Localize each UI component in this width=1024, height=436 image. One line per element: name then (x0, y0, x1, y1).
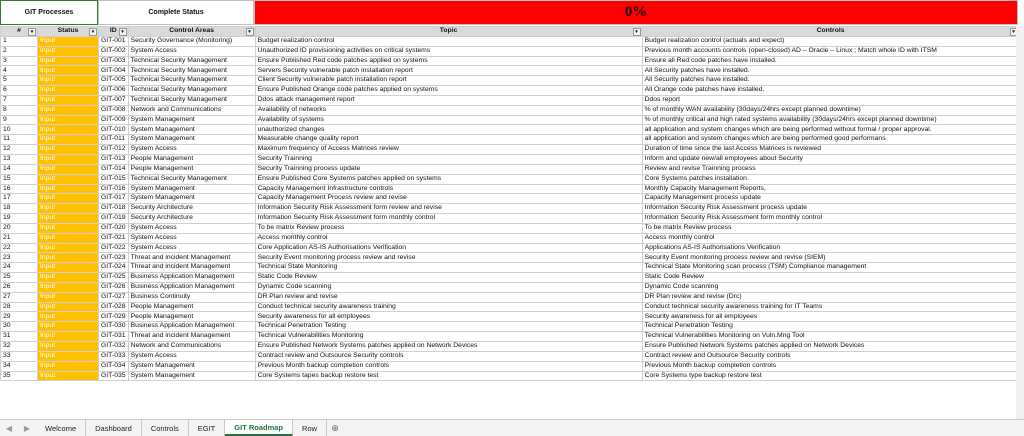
status-cell[interactable]: Input (38, 86, 99, 96)
controls-cell[interactable]: Core Systems type backup restore test (642, 371, 1019, 381)
sheet-tab-controls[interactable]: Controls (142, 420, 189, 436)
id-cell[interactable]: GIT-035 (99, 371, 129, 381)
row-number-cell[interactable]: 23 (1, 253, 38, 263)
control-area-cell[interactable]: Network and Communications (128, 342, 255, 352)
status-cell[interactable]: Input (38, 243, 99, 253)
sheet-header-band (0, 0, 1024, 26)
controls-cell[interactable]: Contract review and Outsource Security controls (642, 351, 1019, 361)
topic-cell[interactable]: Capacity Management Infrastructure controls (255, 184, 642, 194)
topic-cell[interactable]: Static Code Review (255, 273, 642, 283)
id-cell[interactable]: GIT-033 (99, 351, 129, 361)
topic-cell[interactable]: Access monthly control (255, 233, 642, 243)
topic-cell[interactable]: Conduct technical security awareness training (255, 302, 642, 312)
controls-cell[interactable]: Monthly Capacity Management Reports, (642, 184, 1019, 194)
topic-cell[interactable]: Servers Security vulnerable patch installation report (255, 66, 642, 76)
control-area-cell[interactable]: Technical Security Management (128, 56, 255, 66)
row-number-cell[interactable]: 18 (1, 204, 38, 214)
topic-cell[interactable]: Technical State Monitoring (255, 263, 642, 273)
control-area-cell[interactable]: System Management (128, 135, 255, 145)
topic-cell[interactable]: Ensure Published Network Systems patches applied on Network Devices (255, 342, 642, 352)
control-area-cell[interactable]: System Access (128, 145, 255, 155)
row-number-cell[interactable]: 11 (1, 135, 38, 145)
topic-cell[interactable]: Core Application AS-IS Authorisations Verification (255, 243, 642, 253)
status-cell[interactable]: Input (38, 66, 99, 76)
topic-cell[interactable]: Ddos attack management report (255, 95, 642, 105)
controls-cell[interactable]: Core Systems patches installation. (642, 174, 1019, 184)
control-area-cell[interactable]: System Management (128, 361, 255, 371)
controls-cell[interactable]: Ensure all Red code patches have installed. (642, 56, 1019, 66)
status-cell[interactable]: Input (38, 174, 99, 184)
row-number-cell[interactable]: 3 (1, 56, 38, 66)
id-cell[interactable]: GIT-032 (99, 342, 129, 352)
control-area-cell[interactable]: Threat and incident Management (128, 253, 255, 263)
control-area-cell[interactable]: People Management (128, 302, 255, 312)
row-number-cell[interactable]: 12 (1, 145, 38, 155)
id-cell[interactable]: GIT-021 (99, 233, 129, 243)
row-number-cell[interactable]: 19 (1, 214, 38, 224)
control-area-cell[interactable]: Technical Security Management (128, 76, 255, 86)
sheet-tab-welcome[interactable]: Welcome (36, 420, 86, 436)
controls-cell[interactable]: Applications AS-IS Authorisations Verification (642, 243, 1019, 253)
id-cell[interactable]: GIT-022 (99, 243, 129, 253)
control-area-cell[interactable]: System Access (128, 46, 255, 56)
status-cell[interactable]: Input (38, 302, 99, 312)
controls-cell[interactable]: Technical Vulnerabilities Monitoring on Vuln.Mng Tool (642, 332, 1019, 342)
control-area-cell[interactable]: Threat and incident Management (128, 263, 255, 273)
row-number-cell[interactable]: 32 (1, 342, 38, 352)
row-number-cell[interactable]: 14 (1, 164, 38, 174)
column-header-row (1, 27, 1020, 37)
control-area-cell[interactable]: People Management (128, 154, 255, 164)
filter-dropdown-icon[interactable]: ▾ (1010, 28, 1018, 36)
row-number-cell[interactable]: 33 (1, 351, 38, 361)
status-cell[interactable]: Input (38, 95, 99, 105)
row-number-cell[interactable]: 24 (1, 263, 38, 273)
topic-cell[interactable]: To be matrix Review process (255, 223, 642, 233)
status-cell[interactable]: Input (38, 36, 99, 46)
vertical-scrollbar[interactable] (1016, 26, 1024, 419)
table-row (1, 154, 1020, 164)
control-area-cell[interactable]: System Access (128, 351, 255, 361)
topic-cell[interactable]: Core Systems tapes backup restore test (255, 371, 642, 381)
status-cell[interactable]: Input (38, 105, 99, 115)
topic-cell[interactable]: Budget realization control (255, 36, 642, 46)
table-row (1, 125, 1020, 135)
next-sheet-icon[interactable]: ▶ (23, 423, 31, 433)
status-cell[interactable]: Input (38, 263, 99, 273)
control-area-cell[interactable]: System Management (128, 194, 255, 204)
controls-cell[interactable]: Inform and update new/all employees about Security (642, 154, 1019, 164)
topic-cell[interactable]: Previous Month backup completion controls (255, 361, 642, 371)
row-number-cell[interactable]: 10 (1, 125, 38, 135)
id-cell[interactable]: GIT-025 (99, 273, 129, 283)
id-cell[interactable]: GIT-027 (99, 292, 129, 302)
control-area-cell[interactable]: System Management (128, 115, 255, 125)
control-area-cell[interactable]: Business Application Management (128, 282, 255, 292)
row-number-cell[interactable]: 35 (1, 371, 38, 381)
topic-cell[interactable]: Maximum frequency of Access Matrices review (255, 145, 642, 155)
table-row (1, 115, 1020, 125)
sheet-tab-git-roadmap[interactable]: GIT Roadmap (225, 420, 293, 436)
table-row (1, 36, 1020, 46)
id-cell[interactable]: GIT-011 (99, 135, 129, 145)
table-row (1, 46, 1020, 56)
status-cell[interactable]: Input (38, 184, 99, 194)
row-number-cell[interactable]: 1 (1, 36, 38, 46)
status-cell[interactable]: Input (38, 273, 99, 283)
id-cell[interactable]: GIT-034 (99, 361, 129, 371)
table-row (1, 214, 1020, 224)
col-header-id[interactable]: ID ▾ (99, 27, 129, 37)
controls-cell[interactable]: DR Plan review and revise (Drc) (642, 292, 1019, 302)
status-cell[interactable]: Input (38, 342, 99, 352)
controls-cell[interactable]: Previous month accounts controls (open-closed) AD – Oracle – Linux ; Match whole ID with ITSM (642, 46, 1019, 56)
topic-cell[interactable]: Security Trainning process update (255, 164, 642, 174)
control-area-cell[interactable]: Technical Security Management (128, 174, 255, 184)
id-cell[interactable]: GIT-020 (99, 223, 129, 233)
table-row (1, 371, 1020, 381)
topic-cell[interactable]: Information Security Risk Assessment form review and revise (255, 204, 642, 214)
controls-cell[interactable]: % of monthly critical and high rated systems availability (30days/24hrs except planned downtime) (642, 115, 1019, 125)
id-cell[interactable]: GIT-012 (99, 145, 129, 155)
table-row (1, 322, 1020, 332)
topic-cell[interactable]: Unauthorized ID provisioning activities on critical systems (255, 46, 642, 56)
table-row (1, 282, 1020, 292)
controls-cell[interactable]: Capacity Management process update (642, 194, 1019, 204)
col-header-status[interactable]: Status ▾ (38, 27, 99, 37)
topic-cell[interactable]: unauthorized changes (255, 125, 642, 135)
table-row (1, 66, 1020, 76)
controls-cell[interactable]: % of monthly WAN availability (30days/24hrs except planned downtime) (642, 105, 1019, 115)
prev-sheet-icon[interactable]: ◀ (5, 423, 13, 433)
table-row (1, 76, 1020, 86)
row-number-cell[interactable]: 20 (1, 223, 38, 233)
row-number-cell[interactable]: 29 (1, 312, 38, 322)
status-cell[interactable]: Input (38, 154, 99, 164)
table-row (1, 56, 1020, 66)
control-area-cell[interactable]: Security Architecture (128, 204, 255, 214)
controls-cell[interactable]: Security Event monitoring process review and revise (SIEM) (642, 253, 1019, 263)
table-row (1, 292, 1020, 302)
status-cell[interactable]: Input (38, 351, 99, 361)
id-cell[interactable]: GIT-006 (99, 86, 129, 96)
sheet-tab-dashboard[interactable]: Dashboard (86, 420, 142, 436)
filter-dropdown-icon[interactable]: ▾ (633, 28, 641, 36)
status-cell[interactable]: Input (38, 164, 99, 174)
control-area-cell[interactable]: Business Application Management (128, 322, 255, 332)
status-cell[interactable]: Input (38, 214, 99, 224)
topic-cell[interactable]: Measurable change quality report (255, 135, 642, 145)
id-cell[interactable]: GIT-007 (99, 95, 129, 105)
control-area-cell[interactable]: Technical Security Management (128, 66, 255, 76)
row-number-cell[interactable]: 22 (1, 243, 38, 253)
control-area-cell[interactable]: Business Continuity (128, 292, 255, 302)
topic-cell[interactable]: Ensure Published Core Systems patches applied on systems (255, 174, 642, 184)
status-cell[interactable]: Input (38, 223, 99, 233)
status-cell[interactable]: Input (38, 322, 99, 332)
row-number-cell[interactable]: 16 (1, 184, 38, 194)
filter-dropdown-icon[interactable]: ▾ (246, 28, 254, 36)
table-row (1, 351, 1020, 361)
topic-cell[interactable]: Contract review and Outsource Security controls (255, 351, 642, 361)
controls-cell[interactable]: Information Security Risk Assessment process update (642, 204, 1019, 214)
filter-dropdown-icon[interactable]: ▾ (119, 28, 127, 36)
control-area-cell[interactable]: People Management (128, 164, 255, 174)
status-cell[interactable]: Input (38, 145, 99, 155)
table-row (1, 263, 1020, 273)
controls-cell[interactable]: Information Security Risk Assessment form monthly control (642, 214, 1019, 224)
id-cell[interactable]: GIT-026 (99, 282, 129, 292)
table-row (1, 194, 1020, 204)
sheet-tabs (36, 420, 327, 436)
row-number-cell[interactable]: 5 (1, 76, 38, 86)
control-area-cell[interactable]: System Management (128, 125, 255, 135)
controls-cell[interactable]: All Security patches have installed. (642, 66, 1019, 76)
row-number-cell[interactable]: 6 (1, 86, 38, 96)
sheet-tab-bar (0, 419, 1024, 436)
roadmap-table (0, 26, 1020, 381)
id-cell[interactable]: GIT-023 (99, 253, 129, 263)
status-cell[interactable]: Input (38, 292, 99, 302)
git-processes-cell[interactable]: GIT Processes (0, 0, 98, 25)
controls-cell[interactable]: Technical Penetration Testing (642, 322, 1019, 332)
col-header-control-areas[interactable]: Control Areas ▾ (128, 27, 255, 37)
id-cell[interactable]: GIT-008 (99, 105, 129, 115)
table-row (1, 95, 1020, 105)
row-number-cell[interactable]: 28 (1, 302, 38, 312)
status-cell[interactable]: Input (38, 233, 99, 243)
table-row (1, 145, 1020, 155)
table-body (1, 36, 1020, 381)
status-cell[interactable]: Input (38, 361, 99, 371)
status-cell[interactable]: Input (38, 125, 99, 135)
row-number-cell[interactable]: 2 (1, 46, 38, 56)
row-number-cell[interactable]: 13 (1, 154, 38, 164)
complete-status-cell[interactable]: Complete Status (98, 0, 254, 25)
table-row (1, 135, 1020, 145)
controls-cell[interactable]: all application and system changes which are being performed good performans (642, 135, 1019, 145)
status-cell[interactable]: Input (38, 115, 99, 125)
row-number-cell[interactable]: 4 (1, 66, 38, 76)
status-cell[interactable]: Input (38, 194, 99, 204)
sheet-tab-row[interactable]: Row (293, 420, 327, 436)
row-number-cell[interactable]: 21 (1, 233, 38, 243)
table-row (1, 174, 1020, 184)
status-cell[interactable]: Input (38, 312, 99, 322)
status-cell[interactable]: Input (38, 204, 99, 214)
filter-dropdown-icon[interactable]: ▾ (28, 28, 36, 36)
topic-cell[interactable]: Technical Penetration Testing (255, 322, 642, 332)
id-cell[interactable]: GIT-024 (99, 263, 129, 273)
id-cell[interactable]: GIT-017 (99, 194, 129, 204)
control-area-cell[interactable]: Security Architecture (128, 214, 255, 224)
row-number-cell[interactable]: 7 (1, 95, 38, 105)
controls-cell[interactable]: All Orange code patches have installed. (642, 86, 1019, 96)
controls-cell[interactable]: Duration of time since the last Access Matrices is reviewed (642, 145, 1019, 155)
controls-cell[interactable]: All Security patches have installed. (642, 76, 1019, 86)
id-cell[interactable]: GIT-009 (99, 115, 129, 125)
sheet-nav (0, 420, 36, 436)
table-row (1, 361, 1020, 371)
id-cell[interactable]: GIT-031 (99, 332, 129, 342)
control-area-cell[interactable]: Business Application Management (128, 273, 255, 283)
control-area-cell[interactable]: System Access (128, 243, 255, 253)
controls-cell[interactable]: Access monthly control (642, 233, 1019, 243)
id-cell[interactable]: GIT-005 (99, 76, 129, 86)
controls-cell[interactable]: Review and revise Trainning process (642, 164, 1019, 174)
row-number-cell[interactable]: 9 (1, 115, 38, 125)
row-number-cell[interactable]: 30 (1, 322, 38, 332)
table-row (1, 86, 1020, 96)
id-cell[interactable]: GIT-029 (99, 312, 129, 322)
id-cell[interactable]: GIT-004 (99, 66, 129, 76)
status-cell[interactable]: Input (38, 332, 99, 342)
id-cell[interactable]: GIT-018 (99, 204, 129, 214)
id-cell[interactable]: GIT-019 (99, 214, 129, 224)
id-cell[interactable]: GIT-003 (99, 56, 129, 66)
id-cell[interactable]: GIT-010 (99, 125, 129, 135)
controls-cell[interactable]: Dynamic Code scanning (642, 282, 1019, 292)
control-area-cell[interactable]: System Management (128, 371, 255, 381)
table-row (1, 243, 1020, 253)
status-cell[interactable]: Input (38, 76, 99, 86)
completion-percent-cell[interactable]: 0% (254, 0, 1018, 25)
id-cell[interactable]: GIT-028 (99, 302, 129, 312)
topic-cell[interactable]: Ensure Published Red code patches applied on systems (255, 56, 642, 66)
topic-cell[interactable]: Availability of systems (255, 115, 642, 125)
table-row (1, 253, 1020, 263)
controls-cell[interactable]: Previous Month backup completion controls (642, 361, 1019, 371)
id-cell[interactable]: GIT-013 (99, 154, 129, 164)
col-header-controls[interactable]: Controls ▾ (642, 27, 1019, 37)
topic-cell[interactable]: DR Plan review and revise (255, 292, 642, 302)
control-area-cell[interactable]: Technical Security Management (128, 95, 255, 105)
control-area-cell[interactable]: Technical Security Management (128, 86, 255, 96)
controls-cell[interactable]: all application and system changes which are being performed without formal / proper approval. (642, 125, 1019, 135)
control-area-cell[interactable]: Security Governance (Monitoring) (128, 36, 255, 46)
table-row (1, 223, 1020, 233)
id-cell[interactable]: GIT-015 (99, 174, 129, 184)
row-number-cell[interactable]: 31 (1, 332, 38, 342)
table-row (1, 233, 1020, 243)
row-number-cell[interactable]: 17 (1, 194, 38, 204)
control-area-cell[interactable]: System Access (128, 233, 255, 243)
id-cell[interactable]: GIT-001 (99, 36, 129, 46)
status-cell[interactable]: Input (38, 46, 99, 56)
topic-cell[interactable]: Security Event monitoring process review and revise (255, 253, 642, 263)
row-number-cell[interactable]: 34 (1, 361, 38, 371)
table-row (1, 164, 1020, 174)
topic-cell[interactable]: Security awareness for all employees (255, 312, 642, 322)
col-header-number[interactable]: # ▾ (1, 27, 38, 37)
row-number-cell[interactable]: 27 (1, 292, 38, 302)
add-sheet-icon[interactable]: ⊕ (331, 422, 339, 433)
row-number-cell[interactable]: 15 (1, 174, 38, 184)
table-row (1, 332, 1020, 342)
status-cell[interactable]: Input (38, 253, 99, 263)
topic-cell[interactable]: Technical Vulnerabilities Monitoring (255, 332, 642, 342)
topic-cell[interactable]: Information Security Risk Assessment form monthly control (255, 214, 642, 224)
status-cell[interactable]: Input (38, 371, 99, 381)
id-cell[interactable]: GIT-014 (99, 164, 129, 174)
table-row (1, 204, 1020, 214)
control-area-cell[interactable]: System Access (128, 223, 255, 233)
topic-cell[interactable]: Security Trainning (255, 154, 642, 164)
topic-cell[interactable]: Ensure Published Orange code patches applied on systems (255, 86, 642, 96)
id-cell[interactable]: GIT-002 (99, 46, 129, 56)
topic-cell[interactable]: Capacity Management Process review and revise (255, 194, 642, 204)
control-area-cell[interactable]: Network and Communications (128, 105, 255, 115)
table-row (1, 302, 1020, 312)
sheet-tab-egit[interactable]: EGIT (189, 420, 226, 436)
filter-dropdown-icon[interactable]: ▾ (89, 28, 97, 36)
table-row (1, 184, 1020, 194)
row-number-cell[interactable]: 26 (1, 282, 38, 292)
controls-cell[interactable]: Security awareness for all employees (642, 312, 1019, 322)
table-row (1, 273, 1020, 283)
status-cell[interactable]: Input (38, 282, 99, 292)
control-area-cell[interactable]: People Management (128, 312, 255, 322)
row-number-cell[interactable]: 25 (1, 273, 38, 283)
control-area-cell[interactable]: Threat and incident Management (128, 332, 255, 342)
id-cell[interactable]: GIT-016 (99, 184, 129, 194)
controls-cell[interactable]: To be matrix Review process (642, 223, 1019, 233)
table-row (1, 312, 1020, 322)
control-area-cell[interactable]: System Management (128, 184, 255, 194)
controls-cell[interactable]: Conduct technical security awareness training for IT Teams (642, 302, 1019, 312)
table-row (1, 105, 1020, 115)
controls-cell[interactable]: Static Code Review (642, 273, 1019, 283)
table-row (1, 342, 1020, 352)
topic-cell[interactable]: Dynamic Code scanning (255, 282, 642, 292)
controls-cell[interactable]: Ensure Published Network Systems patches applied on Network Devices (642, 342, 1019, 352)
controls-cell[interactable]: Technical State Monitoring scan process (TSM) Compliance management (642, 263, 1019, 273)
topic-cell[interactable]: Availability of networks (255, 105, 642, 115)
col-header-topic[interactable]: Topic ▾ (255, 27, 642, 37)
topic-cell[interactable]: Client Security vulnerable patch installation report (255, 76, 642, 86)
controls-cell[interactable]: Ddos report (642, 95, 1019, 105)
controls-cell[interactable]: Budget realization control (actuals and expect) (642, 36, 1019, 46)
row-number-cell[interactable]: 8 (1, 105, 38, 115)
status-cell[interactable]: Input (38, 56, 99, 66)
status-cell[interactable]: Input (38, 135, 99, 145)
id-cell[interactable]: GIT-030 (99, 322, 129, 332)
